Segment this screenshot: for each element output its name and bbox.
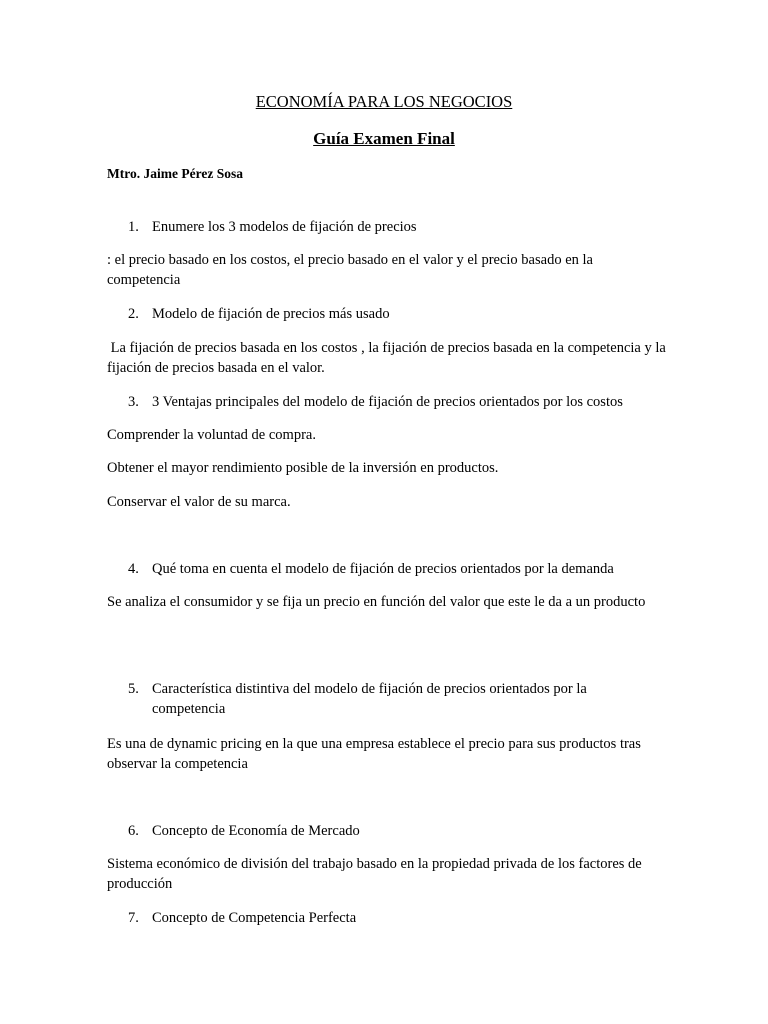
- answer-paragraph: Se analiza el consumidor y se fija un precio en función del valor que este le da a un producto: [107, 594, 646, 610]
- answer-paragraph: Comprender la voluntad de compra.: [107, 427, 316, 443]
- question-text: Concepto de Economía de Mercado: [152, 823, 360, 839]
- answer-paragraph: Sistema económico de división del trabajo basado en la propiedad privada de los factores de producción: [107, 856, 642, 892]
- question-text: Qué toma en cuenta el modelo de fijación de precios orientados por la demanda: [152, 561, 614, 577]
- question-number: 3.: [128, 394, 139, 410]
- question-number: 1.: [128, 219, 139, 235]
- document-subtitle: Guía Examen Final: [313, 129, 455, 148]
- question-text: Concepto de Competencia Perfecta: [152, 910, 357, 926]
- question-text: Enumere los 3 modelos de fijación de precios: [152, 219, 417, 235]
- author-line: Mtro. Jaime Pérez Sosa: [107, 166, 243, 181]
- question-item: [128, 304, 648, 324]
- answer-paragraph: Conservar el valor de su marca.: [107, 494, 291, 510]
- question-text: 3 Ventajas principales del modelo de fijación de precios orientados por los costos: [152, 394, 623, 410]
- question-number: 7.: [128, 910, 139, 926]
- question-number: 2.: [128, 306, 139, 322]
- question-item: [128, 821, 648, 841]
- question-number: 4.: [128, 561, 139, 577]
- question-item: [128, 679, 648, 719]
- question-number: 5.: [128, 681, 139, 697]
- answer-paragraph: La fijación de precios basada en los costos , la fijación de precios basada en la competencia y la fijación de precios basada en el valor.: [107, 340, 670, 376]
- document-title: ECONOMÍA PARA LOS NEGOCIOS: [255, 92, 513, 111]
- question-text: Característica distintiva del modelo de fijación de precios orientados por la competencia: [152, 681, 587, 717]
- answer-paragraph: Es una de dynamic pricing en la que una empresa establece el precio para sus productos tras observar la competencia: [107, 736, 641, 772]
- question-text: Modelo de fijación de precios más usado: [152, 306, 390, 322]
- question-item: [128, 217, 648, 237]
- question-number: 6.: [128, 823, 139, 839]
- question-item: [128, 559, 668, 579]
- question-item: [128, 392, 668, 412]
- answer-paragraph: : el precio basado en los costos, el precio basado en el valor y el precio basado en la competencia: [107, 252, 593, 288]
- question-item: [128, 908, 648, 928]
- answer-paragraph: Obtener el mayor rendimiento posible de la inversión en productos.: [107, 460, 499, 476]
